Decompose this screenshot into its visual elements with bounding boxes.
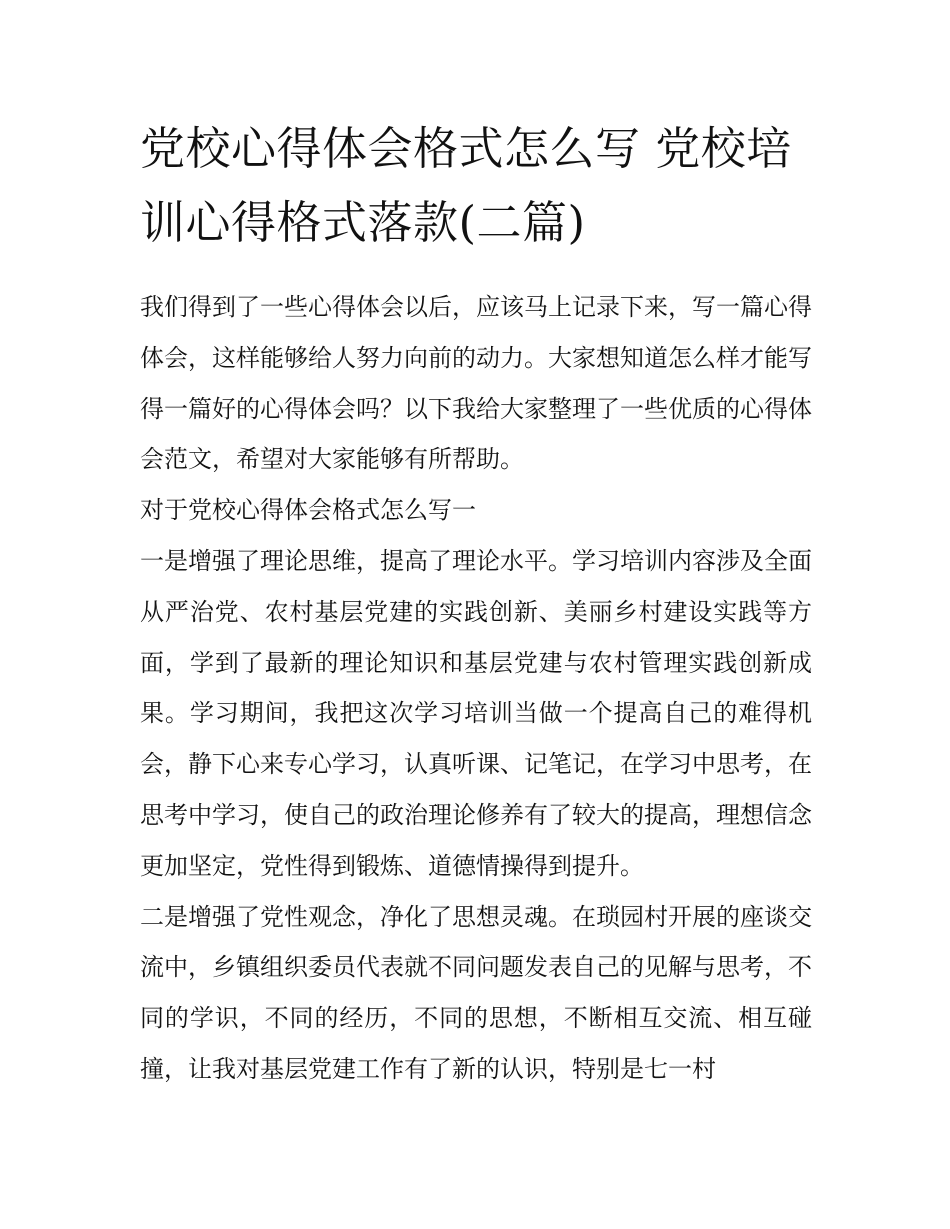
document-body: [140, 282, 812, 1095]
body-paragraph-1: 一是增强了理论思维，提高了理论水平。学习培训内容涉及全面从严治党、农村基层党建的实践创新、美丽乡村建设实践等方面，学到了最新的理论知识和基层党建与农村管理实践创新成果。学习期间，我把这次学习培训当做一个提高自己的难得机会，静下心来专心学习，认真听课、记笔记，在学习中思考，在思考中学习，使自己的政治理论修养有了较大的提高，理想信念更加坚定，党性得到锻炼、道德情操得到提升。: [140, 546, 812, 880]
body-paragraph-2: 二是增强了党性观念，净化了思想灵魂。在琐园村开展的座谈交流中，乡镇组织委员代表就不同问题发表自己的见解与思考，不同的学识，不同的经历，不同的思想，不断相互交流、相互碰撞，让我对基层党建工作有了新的认识，特别是七一村: [140, 902, 812, 1083]
document-title: 党校心得体会格式怎么写 党校培训心得格式落款(二篇): [140, 122, 792, 249]
intro-paragraph: 我们得到了一些心得体会以后，应该马上记录下来，写一篇心得体会，这样能够给人努力向前的动力。大家想知道怎么样才能写得一篇好的心得体会吗？以下我给大家整理了一些优质的心得体会范文，希望对大家能够有所帮助。: [140, 293, 812, 474]
document-page: [140, 112, 812, 1095]
section-heading: 对于党校心得体会格式怎么写一: [140, 496, 476, 525]
